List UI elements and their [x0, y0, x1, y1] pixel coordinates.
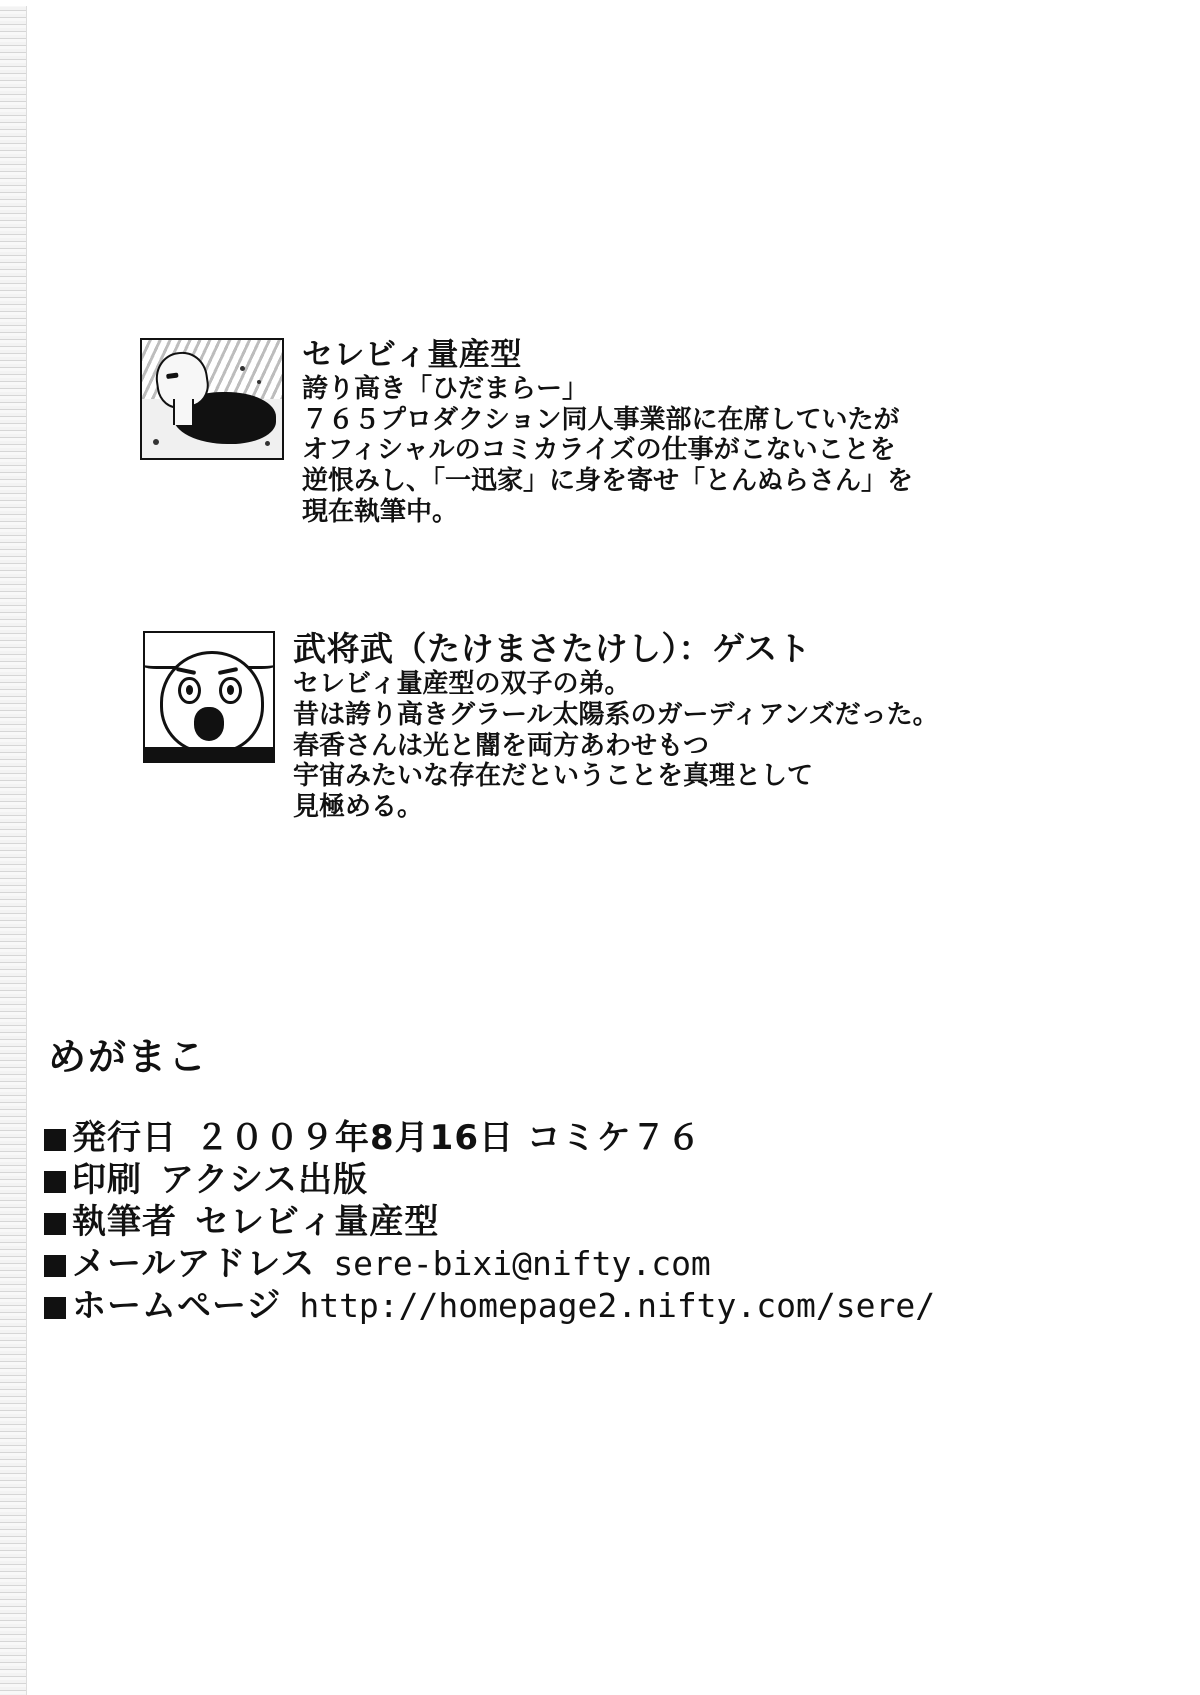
colophon-label: 印刷 [72, 1160, 142, 1201]
colophon-label: メールアドレス [72, 1244, 316, 1285]
profile-line: セレビィ量産型の双子の弟。 [293, 669, 631, 700]
square-bullet-icon [44, 1297, 66, 1319]
profile-text [302, 338, 913, 527]
profile-block [143, 631, 939, 823]
colophon-row [44, 1118, 1124, 1158]
profile-name: セレビィ量産型 [302, 337, 522, 373]
colophon-row [44, 1244, 1124, 1284]
portrait-thumbnail-shouting-face-icon [143, 631, 275, 763]
profile-line: 逆恨みし、「一迅家」に身を寄せ「とんぬらさん」を [302, 466, 914, 497]
scan-page-top-margin [0, 0, 1200, 6]
profile-line: ７６５プロダクション同人事業部に在席していたが [302, 404, 900, 435]
profile-name: 武将武（たけまさたけし）：ゲスト [293, 629, 812, 668]
profile-text [293, 631, 939, 823]
profile-line: オフィシャルのコミカライズの仕事がこないことを [302, 435, 896, 466]
square-bullet-icon [44, 1255, 66, 1277]
profile-block [140, 338, 913, 527]
colophon-row [44, 1286, 1124, 1326]
colophon-value: ２００９年8月16日 コミケ７６ [195, 1118, 702, 1158]
colophon-list [44, 1118, 1124, 1329]
homepage-url[interactable]: http://homepage2.nifty.com/sere/ [299, 1286, 936, 1326]
colophon-label: 発行日 [72, 1118, 177, 1158]
colophon-label: 執筆者 [72, 1202, 177, 1243]
scan-page-edge [0, 0, 27, 1695]
profile-description [302, 374, 913, 527]
colophon-title: めがまこ [48, 1035, 209, 1079]
profile-line: 春香さんは光と闇を両方あわせもつ [293, 730, 710, 761]
colophon-label: ホームページ [72, 1286, 282, 1327]
colophon-row [44, 1202, 1124, 1242]
profile-line: 現在執筆中。 [302, 496, 459, 527]
square-bullet-icon [44, 1171, 66, 1193]
profile-line: 誇り高き「ひだまらー」 [302, 374, 589, 405]
profile-line: 昔は誇り高きグラール太陽系のガーディアンズだった。 [293, 699, 939, 730]
colophon-value: アクシス出版 [160, 1160, 368, 1201]
square-bullet-icon [44, 1129, 66, 1151]
profile-line: 見極める。 [293, 791, 424, 822]
profile-description [293, 669, 939, 822]
square-bullet-icon [44, 1213, 66, 1235]
email-address[interactable]: sere-bixi@nifty.com [333, 1244, 711, 1284]
portrait-thumbnail-dark-scene-icon [140, 338, 284, 460]
colophon-value: セレビィ量産型 [195, 1202, 440, 1243]
profile-line: 宇宙みたいな存在だということを真理として [293, 761, 814, 792]
colophon-row [44, 1160, 1124, 1200]
